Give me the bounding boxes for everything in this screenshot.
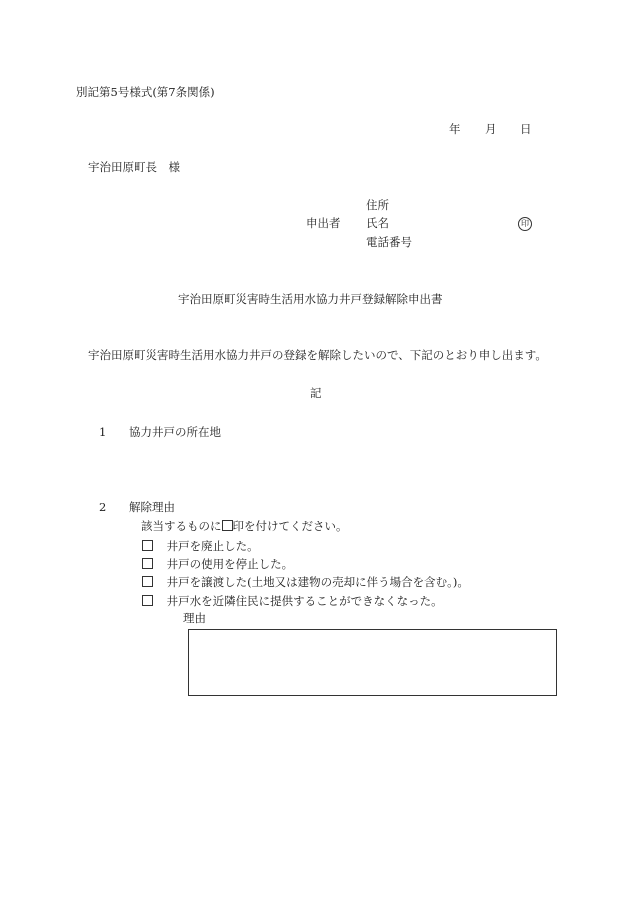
option-checkbox[interactable]	[142, 540, 153, 551]
ki-heading: 記	[310, 386, 322, 400]
address-label: 住所	[366, 198, 389, 212]
option-row[interactable]	[142, 595, 443, 608]
date-year-label: 年	[449, 122, 461, 136]
seal-icon: 印	[518, 217, 532, 231]
option-label: 井戸水を近隣住民に提供することができなくなった。	[166, 594, 443, 608]
section-1-label: 協力井戸の所在地	[129, 425, 221, 439]
phone-label: 電話番号	[366, 235, 412, 249]
option-label: 井戸を廃止した。	[166, 539, 259, 553]
instruction-after: 印を付けてください。	[232, 519, 348, 533]
option-row[interactable]	[142, 558, 293, 571]
reason-label: 理由	[183, 611, 206, 625]
section-1-number: 1	[99, 425, 107, 439]
option-label: 井戸を譲渡した(土地又は建物の売却に伴う場合を含む。)。	[166, 575, 469, 589]
option-checkbox[interactable]	[142, 576, 153, 587]
instruction-text	[141, 520, 348, 533]
section-2-label: 解除理由	[129, 500, 175, 514]
option-checkbox[interactable]	[142, 595, 153, 606]
instruction-before: 該当するものに	[141, 519, 222, 533]
addressee: 宇治田原町長 様	[88, 160, 180, 174]
body-text: 宇治田原町災害時生活用水協力井戸の登録を解除したいので、下記のとおり申し出ます。	[88, 348, 547, 362]
date-month-label: 月	[485, 122, 497, 136]
section-2-number: 2	[99, 500, 107, 514]
document-title: 宇治田原町災害時生活用水協力井戸登録解除申出書	[178, 292, 443, 306]
name-label: 氏名	[366, 216, 389, 230]
option-label: 井戸の使用を停止した。	[166, 557, 294, 571]
date-day-label: 日	[520, 122, 532, 136]
option-row[interactable]	[142, 576, 469, 589]
applicant-label: 申出者	[306, 216, 341, 230]
reason-box[interactable]	[188, 629, 557, 696]
checkbox-icon	[222, 520, 233, 531]
option-checkbox[interactable]	[142, 558, 153, 569]
option-row[interactable]	[142, 540, 259, 553]
form-label: 別記第5号様式(第7条関係)	[76, 85, 215, 99]
